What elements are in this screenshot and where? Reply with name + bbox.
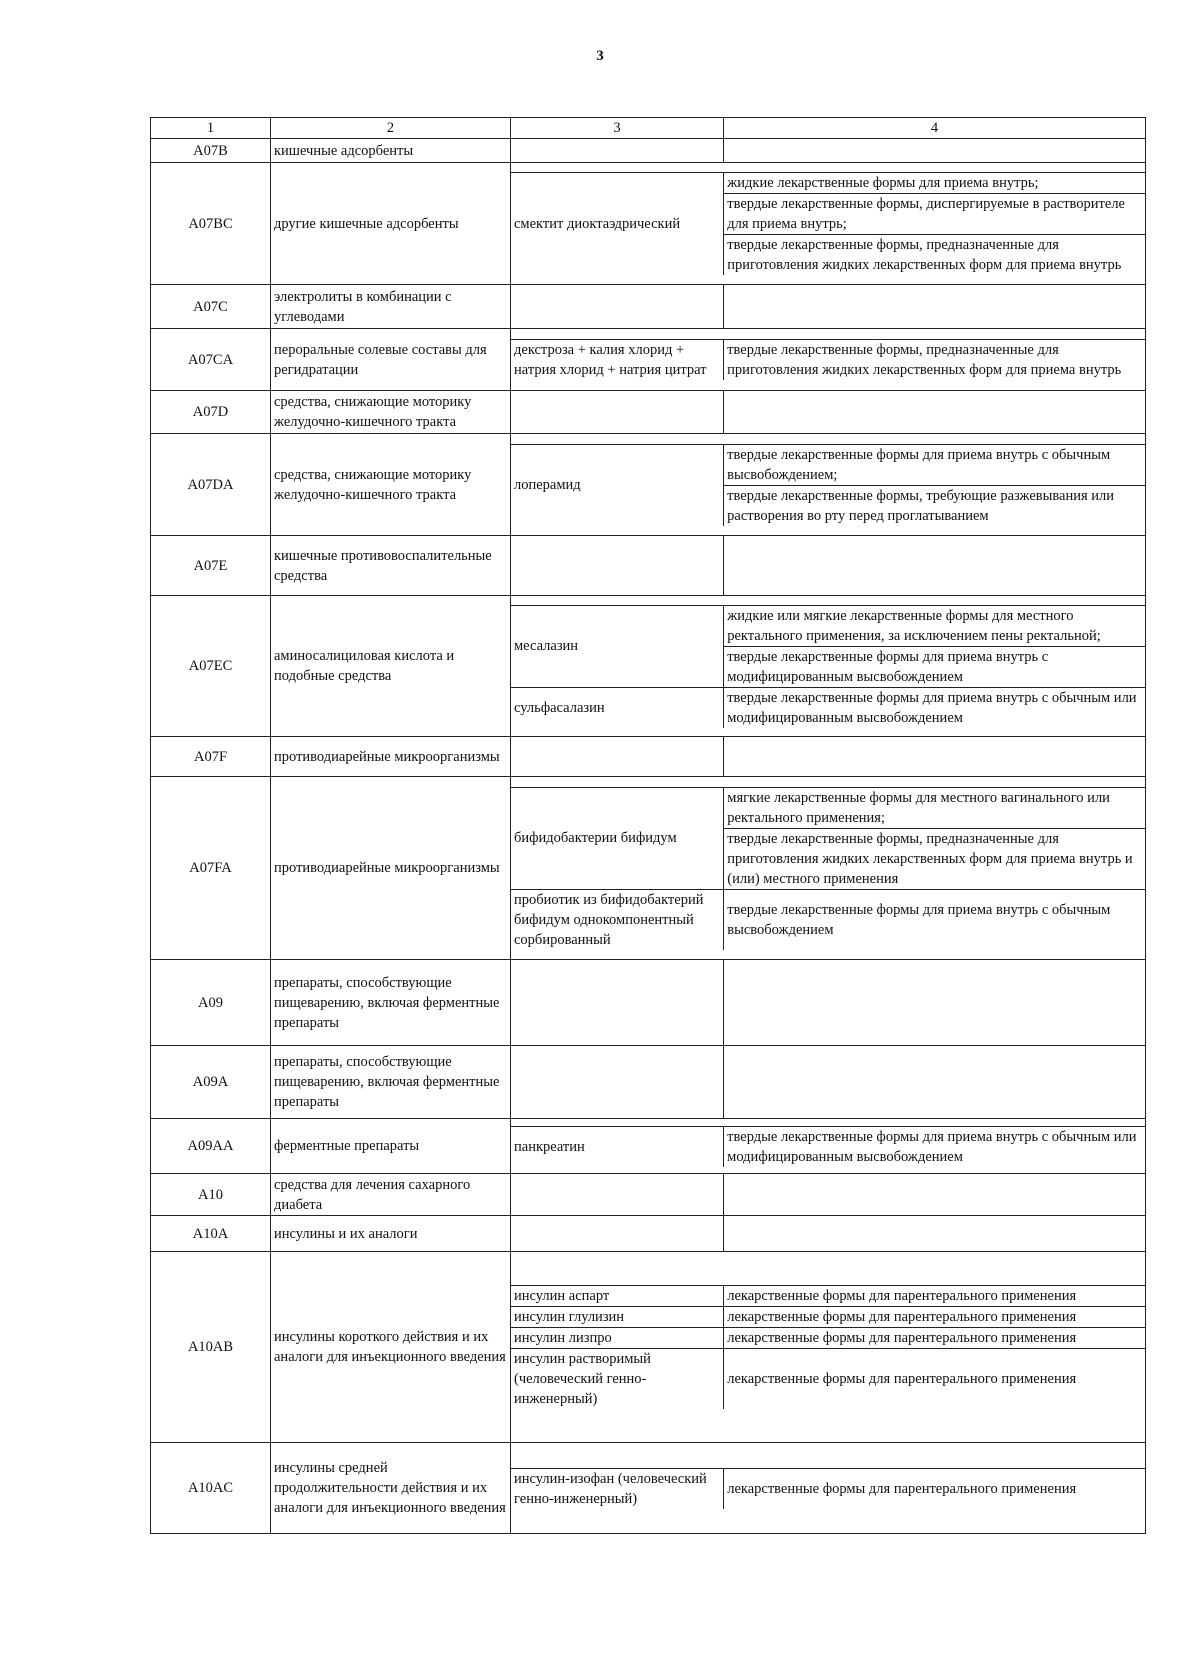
drug-name-cell	[511, 1046, 724, 1119]
table-row	[151, 1046, 1146, 1119]
drug-name: инсулин аспарт	[511, 1286, 724, 1307]
dosage-form: твердые лекарственные формы, диспергируемые в растворителе для приема внутрь;	[724, 194, 1145, 235]
table-row	[151, 163, 1146, 285]
table-row	[151, 1443, 1146, 1534]
group-name: средства для лечения сахарного диабета	[271, 1174, 511, 1216]
drug-name: инсулин растворимый (человеческий генно-инженерный)	[511, 1349, 724, 1410]
dosage-form: твердые лекарственные формы для приема внутрь с обычным высвобождением;	[724, 444, 1145, 485]
dosage-form: жидкие или мягкие лекарственные формы для местного ректального применения, за исключением пены ректальной;	[724, 605, 1145, 646]
page-number: 3	[596, 48, 604, 64]
dosage-form-cell	[724, 960, 1146, 1046]
group-name: ферментные препараты	[271, 1119, 511, 1174]
group-name: препараты, способствующие пищеварению, включая ферментные препараты	[271, 1046, 511, 1119]
drug-name: декстроза + калия хлорид + натрия хлорид + натрия цитрат	[511, 340, 724, 381]
drug-name-cell	[511, 1216, 724, 1252]
dosage-form-cell	[724, 737, 1146, 777]
atc-code: A10A	[151, 1216, 271, 1252]
dosage-form-cell	[724, 536, 1146, 596]
dosage-form-cell	[724, 139, 1146, 163]
drug-block	[511, 1252, 1146, 1443]
column-header: 3	[511, 118, 724, 139]
drug-name-cell	[511, 139, 724, 163]
table-row	[151, 285, 1146, 329]
dosage-form: твердые лекарственные формы для приема внутрь с модифицированным высвобождением	[724, 646, 1145, 687]
atc-code: A07BC	[151, 163, 271, 285]
atc-code: A10AC	[151, 1443, 271, 1534]
drug-block	[511, 1119, 1146, 1174]
atc-code: A09A	[151, 1046, 271, 1119]
atc-code: A07FA	[151, 777, 271, 960]
drug-name-cell	[511, 1174, 724, 1216]
drug-name-cell	[511, 285, 724, 329]
dosage-form: твердые лекарственные формы для приема внутрь с обычным или модифицированным высвобождением	[724, 1126, 1145, 1167]
dosage-form: твердые лекарственные формы, требующие разжевывания или растворения во рту перед проглатыванием	[724, 485, 1145, 526]
table-row	[151, 777, 1146, 960]
drug-name: месалазин	[511, 605, 724, 687]
atc-code: A09	[151, 960, 271, 1046]
drug-name: сульфасалазин	[511, 687, 724, 728]
column-header: 1	[151, 118, 271, 139]
drug-classification-table	[150, 117, 1146, 1534]
group-name: пероральные солевые составы для регидратации	[271, 329, 511, 391]
group-name: средства, снижающие моторику желудочно-кишечного тракта	[271, 391, 511, 434]
drug-name: инсулин-изофан (человеческий генно-инженерный)	[511, 1468, 724, 1509]
group-name: аминосалициловая кислота и подобные средства	[271, 596, 511, 737]
table-row	[151, 1252, 1146, 1443]
column-header: 4	[724, 118, 1146, 139]
dosage-form-cell	[724, 285, 1146, 329]
table-row	[151, 960, 1146, 1046]
drug-name: пробиотик из бифидобактерий бифидум однокомпонентный сорбированный	[511, 889, 724, 950]
drug-block	[511, 163, 1146, 285]
group-name: препараты, способствующие пищеварению, включая ферментные препараты	[271, 960, 511, 1046]
table-row	[151, 596, 1146, 737]
atc-code: A09AA	[151, 1119, 271, 1174]
dosage-form: жидкие лекарственные формы для приема внутрь;	[724, 173, 1145, 194]
table-row	[151, 1174, 1146, 1216]
drug-block	[511, 329, 1146, 391]
table-row	[151, 391, 1146, 434]
dosage-form: твердые лекарственные формы для приема внутрь с обычным высвобождением	[724, 889, 1145, 950]
group-name: кишечные адсорбенты	[271, 139, 511, 163]
atc-code: A07E	[151, 536, 271, 596]
dosage-form: лекарственные формы для парентерального применения	[724, 1286, 1145, 1307]
drug-name: панкреатин	[511, 1126, 724, 1167]
group-name: средства, снижающие моторику желудочно-кишечного тракта	[271, 434, 511, 536]
table-row	[151, 737, 1146, 777]
table-row	[151, 434, 1146, 536]
dosage-form-cell	[724, 1046, 1146, 1119]
drug-block	[511, 1443, 1146, 1534]
dosage-form: мягкие лекарственные формы для местного вагинального или ректального применения;	[724, 787, 1145, 828]
atc-code: A07D	[151, 391, 271, 434]
atc-code: A07DA	[151, 434, 271, 536]
drug-name: бифидобактерии бифидум	[511, 787, 724, 889]
group-name: противодиарейные микроорганизмы	[271, 777, 511, 960]
table-row	[151, 1216, 1146, 1252]
dosage-form-cell	[724, 391, 1146, 434]
drug-name-cell	[511, 960, 724, 1046]
drug-name-cell	[511, 536, 724, 596]
dosage-form: лекарственные формы для парентерального применения	[724, 1468, 1145, 1509]
dosage-form: твердые лекарственные формы, предназначенные для приготовления жидких лекарственных форм для приема внутрь	[724, 340, 1145, 381]
group-name: инсулины средней продолжительности действия и их аналоги для инъекционного введения	[271, 1443, 511, 1534]
drug-block	[511, 777, 1146, 960]
group-name: противодиарейные микроорганизмы	[271, 737, 511, 777]
dosage-form-cell	[724, 1216, 1146, 1252]
drug-name: смектит диоктаэдрический	[511, 173, 724, 276]
group-name: инсулины и их аналоги	[271, 1216, 511, 1252]
dosage-form: лекарственные формы для парентерального применения	[724, 1349, 1145, 1410]
dosage-form-cell	[724, 1174, 1146, 1216]
group-name: инсулины короткого действия и их аналоги для инъекционного введения	[271, 1252, 511, 1443]
drug-name-cell	[511, 737, 724, 777]
table-row	[151, 1119, 1146, 1174]
dosage-form: твердые лекарственные формы, предназначенные для приготовления жидких лекарственных форм для приема внутрь и (или) местного применения	[724, 828, 1145, 889]
drug-block	[511, 596, 1146, 737]
table-row	[151, 139, 1146, 163]
drug-name: инсулин глулизин	[511, 1307, 724, 1328]
atc-code: A10AB	[151, 1252, 271, 1443]
atc-code: A10	[151, 1174, 271, 1216]
dosage-form: лекарственные формы для парентерального применения	[724, 1328, 1145, 1349]
atc-code: A07F	[151, 737, 271, 777]
drug-name: инсулин лизпро	[511, 1328, 724, 1349]
dosage-form: лекарственные формы для парентерального применения	[724, 1307, 1145, 1328]
group-name: электролиты в комбинации с углеводами	[271, 285, 511, 329]
atc-code: A07CA	[151, 329, 271, 391]
table-row	[151, 329, 1146, 391]
drug-block	[511, 434, 1146, 536]
drug-name: лоперамид	[511, 444, 724, 526]
dosage-form: твердые лекарственные формы, предназначенные для приготовления жидких лекарственных форм для приема внутрь	[724, 235, 1145, 276]
group-name: кишечные противовоспалительные средства	[271, 536, 511, 596]
atc-code: A07C	[151, 285, 271, 329]
atc-code: A07EC	[151, 596, 271, 737]
column-header: 2	[271, 118, 511, 139]
drug-name-cell	[511, 391, 724, 434]
group-name: другие кишечные адсорбенты	[271, 163, 511, 285]
table-header	[151, 118, 1146, 139]
dosage-form: твердые лекарственные формы для приема внутрь с обычным или модифицированным высвобождением	[724, 687, 1145, 728]
atc-code: A07B	[151, 139, 271, 163]
table-body	[151, 139, 1146, 1534]
table-row	[151, 536, 1146, 596]
